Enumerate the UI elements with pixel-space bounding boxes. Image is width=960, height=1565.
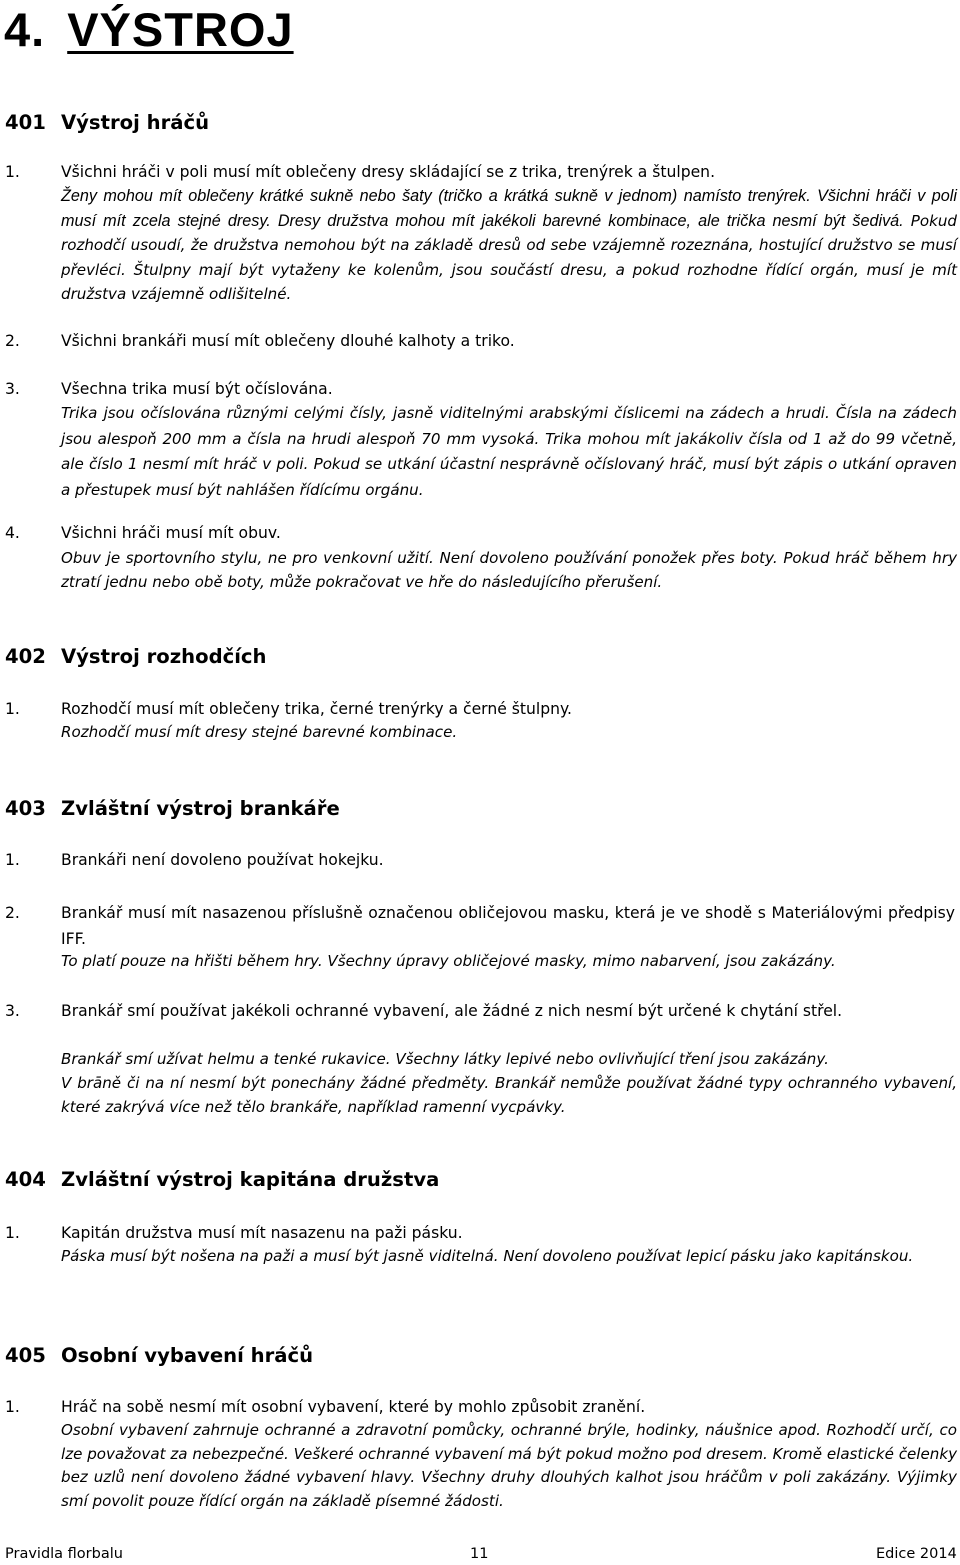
section-title: Zvláštní výstroj kapitána družstva — [61, 1168, 440, 1191]
rule-404-1 — [5, 1222, 463, 1244]
rule-403-2-explanation — [61, 950, 957, 974]
rule-401-1 — [5, 161, 715, 183]
rule-number: 1. — [5, 1398, 20, 1416]
rule-401-3 — [5, 378, 333, 400]
section-number: 404 — [5, 1168, 46, 1191]
rule-number: 2. — [5, 332, 20, 350]
rule-403-3-explanation-1 — [61, 1048, 957, 1072]
rule-401-1-explanation — [61, 184, 957, 307]
explanation-text: V brāně či na ní nesmí být ponechány žádné předměty. Brankář nemůže používat žádné typy ochranného vybavení, které zakrývá více než tělo brankáře, například ramenní vycpávky. — [61, 1074, 957, 1116]
rule-text: Všichni brankáři musí mít oblečeny dlouhé kalhoty a triko. — [61, 332, 515, 350]
rule-402-1 — [5, 698, 572, 720]
explanation-text: Brankář smí užívat helmu a tenké rukavice. Všechny látky lepivé nebo ovlivňující tření jsou zakázány. — [61, 1050, 829, 1068]
rule-401-4-explanation — [61, 546, 957, 594]
rule-text: Všichni hráči musí mít obuv. — [61, 524, 281, 542]
section-heading-404 — [5, 1167, 439, 1193]
section-number: 401 — [5, 111, 46, 134]
explanation-text: Obuv je sportovního stylu, ne pro venkovní užití. Není dovoleno používání ponožek přes boty. Pokud hráč během hry ztratí jednu nebo obě boty, může pokračovat ve hře do následujícího přerušení. — [61, 549, 957, 591]
rule-text: Brankáři není dovoleno používat hokejku. — [61, 851, 384, 869]
rule-text: Všichni hráči v poli musí mít oblečeny dresy skládající se z trika, trenýrek a štulpen. — [61, 163, 716, 181]
footer-document-name: Pravidla florbalu — [5, 1546, 123, 1562]
rule-number: 4. — [5, 524, 20, 542]
rule-403-3-explanation-2 — [61, 1072, 957, 1119]
rule-text: Rozhodčí musí mít oblečeny trika, černé trenýrky a černé štulpny. — [61, 700, 572, 718]
explanation-text: Páska musí být nošena na paži a musí být jasně viditelná. Není dovoleno používat lepicí pásku jako kapitánskou. — [61, 1247, 914, 1265]
rule-401-4 — [5, 522, 281, 544]
rule-text: Hráč na sobě nesmí mít osobní vybavení, které by mohlo způsobit zranění. — [61, 1398, 646, 1416]
footer-edition: Edice 2014 — [876, 1546, 957, 1562]
explanation-text-1: Ženy mohou mít oblečeny krátké sukně nebo šaty (tričko a krátká sukně v jednom) namísto trenýrek. Všichni hráči v poli musí mít zcela stejné dresy. Dresy družstva mohou mít jakékoli barevné kombinace, ale trička nesmí být šedivá. — [61, 187, 957, 230]
rule-text: Kapitán družstva musí mít nasazenu na paži pásku. — [61, 1224, 463, 1242]
section-heading-402 — [5, 644, 267, 670]
section-heading-405 — [5, 1343, 313, 1369]
chapter-title — [4, 2, 294, 58]
explanation-text: Rozhodčí musí mít dresy stejné barevné kombinace. — [61, 723, 458, 741]
rule-text: Brankář musí mít nasazenou příslušně označenou obličejovou masku, která je ve shodě s Materiálovými předpisy IFF. — [61, 904, 955, 948]
rule-text: Brankář smí používat jakékoli ochranné vybavení, ale žádné z nich nesmí být určené k chytání střel. — [61, 1002, 843, 1020]
rule-401-3-explanation — [61, 401, 957, 503]
rule-number: 1. — [5, 163, 20, 181]
rule-403-2 — [5, 900, 955, 952]
section-title: Výstroj hráčů — [61, 111, 210, 134]
rule-401-2 — [5, 330, 515, 352]
chapter-name: VÝSTROJ — [67, 3, 294, 56]
explanation-text: Osobní vybavení zahrnuje ochranné a zdravotní pomůcky, ochranné brýle, hodinky, náušnice apod. Rozhodčí určí, co lze považovat za nebezpečné. Veškeré ochranné vybavení má být pokud možno pod dresem. Kromě elastické čelenky bez uzlů není dovoleno žádné vybavení hlavy. Všechny druhy dlouhých kalhot jsou hráčům v poli zakázány. Výjimky smí povolit pouze řídící orgán na základě písemné žádosti. — [61, 1421, 957, 1510]
rule-number: 3. — [5, 380, 20, 398]
rule-number: 3. — [5, 1002, 20, 1020]
rule-number: 1. — [5, 1224, 20, 1242]
rule-403-1 — [5, 849, 384, 871]
section-title: Zvláštní výstroj brankáře — [61, 797, 340, 820]
section-number: 402 — [5, 645, 46, 668]
section-heading-401 — [5, 110, 209, 136]
rule-403-3 — [5, 998, 955, 1024]
explanation-text: To platí pouze na hřišti během hry. Všechny úpravy obličejové masky, mimo nabarvení, jsou zakázány. — [61, 952, 836, 970]
rule-405-1 — [5, 1396, 645, 1418]
rule-text: Všechna trika musí být očíslována. — [61, 380, 333, 398]
section-number: 405 — [5, 1344, 46, 1367]
section-heading-403 — [5, 796, 340, 822]
rule-404-1-explanation — [61, 1245, 957, 1269]
section-title: Osobní vybavení hráčů — [61, 1344, 314, 1367]
rule-number: 1. — [5, 700, 20, 718]
section-number: 403 — [5, 797, 46, 820]
footer-page-number: 11 — [470, 1546, 489, 1562]
section-title: Výstroj rozhodčích — [61, 645, 267, 668]
explanation-text: Trika jsou očíslována různými celými čísly, jasně viditelnými arabskými číslicemi na zádech a hrudi. Čísla na zádech jsou alespoň 200 mm a čísla na hrudi alespoň 70 mm vysoká. Trika mohou mít jakákoliv čísla od 1 až do 99 včetně, ale číslo 1 nesmí mít hráč v poli. Pokud se utkání účastní nesprávně očíslovaný hráč, musí být zápis o utkání opraven a přestupek musí být nahlášen řídícímu orgánu. — [61, 404, 957, 499]
rule-number: 1. — [5, 851, 20, 869]
rule-number: 2. — [5, 904, 20, 922]
rule-402-1-explanation — [61, 721, 957, 745]
explanation-text-2: Pokud rozhodčí usoudí, že družstva nemohou být na základě dresů od sebe vzájemně rozeznána, hostující družstvo se musí převléci. Štulpny mají být vytaženy ke kolenům, jsou součástí dresu, a pokud rozhodne řídící orgán, musí je mít družstva vzájemně odlišitelné. — [61, 211, 957, 303]
rule-405-1-explanation — [61, 1419, 957, 1513]
chapter-number: 4. — [4, 3, 46, 56]
